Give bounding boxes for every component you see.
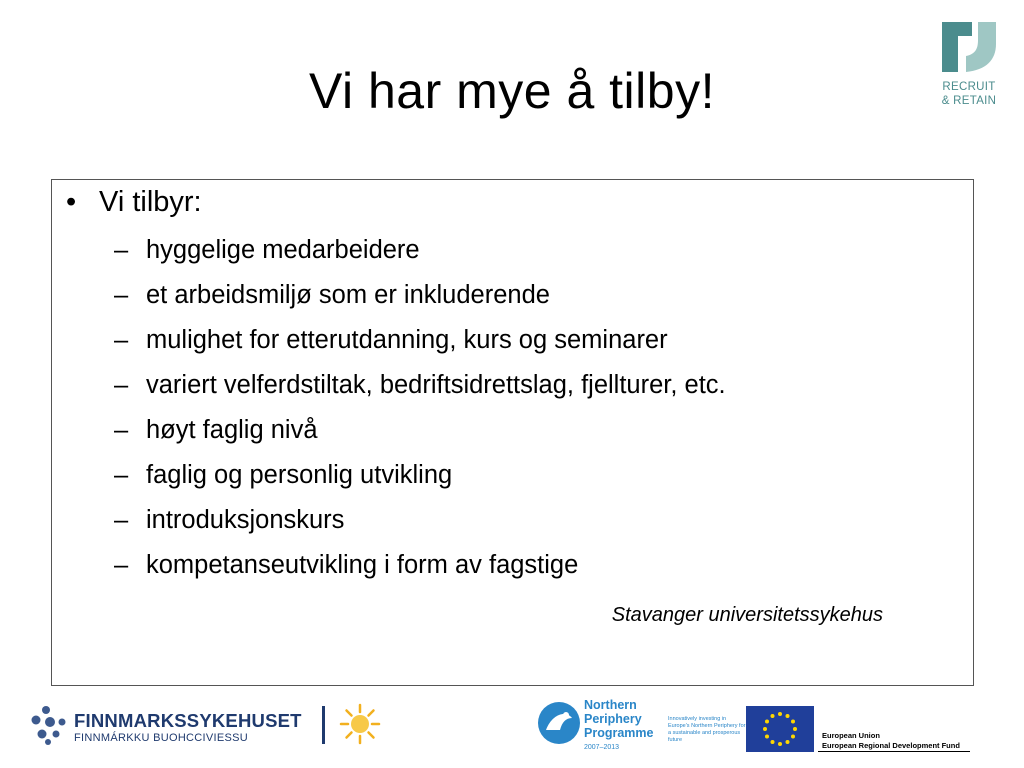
sub-bullet-list [114,236,726,596]
eu-text [822,731,960,751]
list-item-text: faglig og personlig utvikling [146,461,453,489]
list-item-text: introduksjonskurs [146,506,345,534]
npp-line3: Programme [584,726,654,740]
dash-marker: – [114,551,129,579]
list-item-text: variert velferdstiltak, bedriftsidrettslag, fjellturer, etc. [146,371,726,399]
dash-marker: – [114,326,129,354]
recruit-retain-logo [934,18,1004,113]
dash-marker: – [114,461,129,489]
bullet-dot: • [66,186,77,218]
npp-line2: Periphery [584,712,642,726]
list-item [114,371,726,416]
content-box [51,179,974,686]
northern-periphery-logo [536,696,746,756]
eu-rule [818,751,970,752]
list-item [114,281,726,326]
list-item-text: et arbeidsmiljø som er inkluderende [146,281,550,309]
list-item [114,236,726,281]
list-item [114,461,726,506]
npp-bird-icon [536,700,582,746]
source-attribution: Stavanger universitetssykehus [611,604,883,626]
list-item [114,551,726,596]
list-item [114,506,726,551]
bullet-heading-text: Vi tilbyr: [99,186,202,218]
sun-icon [339,703,381,745]
finnmark-subtitle: FINNMÁRKKU BUOHCCIVIESSU [74,732,249,744]
npp-tagline: Innovatively investing in Europe's Northern Periphery for a sustainable and prosperous future [668,716,746,743]
eu-line2: European Regional Development Fund [822,741,960,750]
list-item-text: hyggelige medarbeidere [146,236,420,264]
dash-marker: – [114,506,129,534]
npp-years: 2007–2013 [584,744,620,751]
finnmark-dots-icon [28,704,68,746]
list-item [114,416,726,461]
list-item-text: mulighet for etterutdanning, kurs og seminarer [146,326,668,354]
bullet-heading [62,186,202,219]
npp-line1: Northern [584,698,637,712]
footer-divider [322,706,325,744]
recruit-retain-line1: RECRUIT [942,81,996,93]
slide-title: Vi har mye å tilby! [309,63,715,119]
finnmarkssykehuset-logo [28,704,348,754]
eu-line1: European Union [822,731,880,740]
eu-stars [746,706,814,752]
dash-marker: – [114,236,129,264]
list-item-text: kompetanseutvikling i form av fagstige [146,551,579,579]
finnmark-name: FINNMARKSSYKEHUSET [74,710,302,731]
dash-marker: – [114,371,129,399]
recruit-retain-line2: & RETAIN [941,95,997,107]
dash-marker: – [114,281,129,309]
list-item [114,326,726,371]
recruit-retain-logo-icon [938,18,1000,76]
dash-marker: – [114,416,129,444]
eu-flag-icon [746,706,814,752]
list-item-text: høyt faglig nivå [146,416,318,444]
